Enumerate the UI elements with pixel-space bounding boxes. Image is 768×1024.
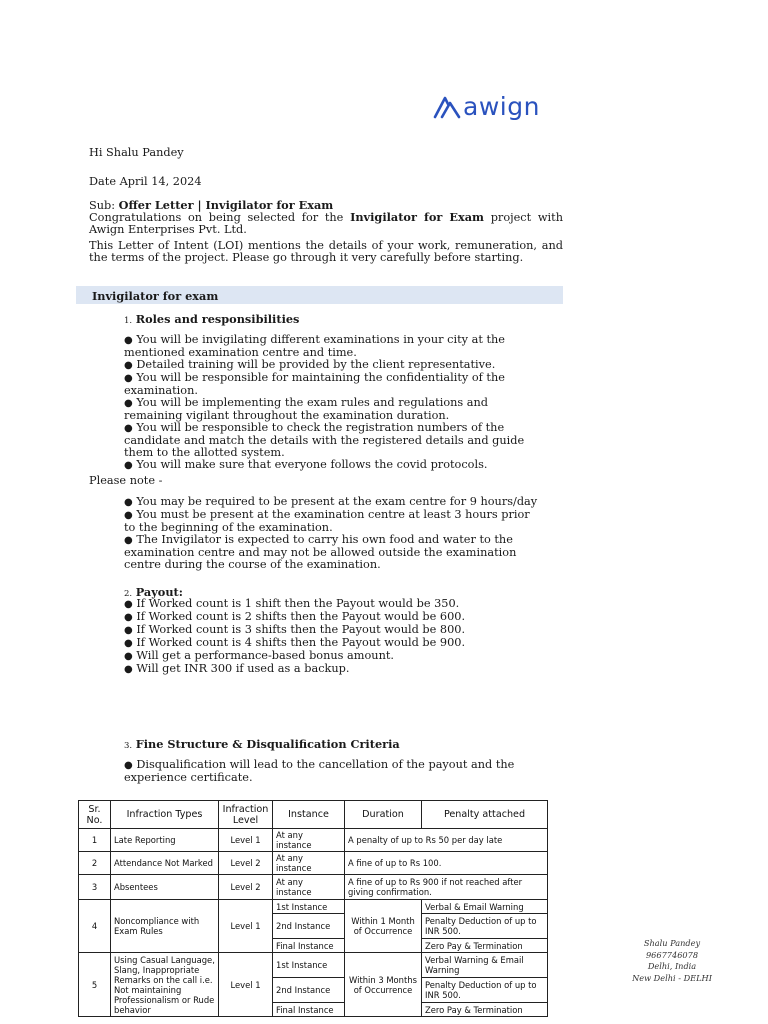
table-row: 2nd Instance Penalty Deduction of up to INR 500.: [79, 914, 548, 939]
list-item: ● You will be responsible for maintaining the confidentiality of the examination.: [124, 371, 505, 397]
roles-list: [124, 334, 544, 472]
table-row: Final Instance Zero Pay & Termination: [79, 939, 548, 953]
list-item: ● If Worked count is 3 shifts then the Payout would be 800.: [124, 623, 466, 636]
table-row: 2nd Instance Penalty Deduction of up to INR 500.: [79, 978, 548, 1003]
fine-title: Fine Structure & Disqualification Criteria: [135, 737, 400, 751]
list-item: ● If Worked count is 1 shift then the Payout would be 350.: [124, 597, 460, 610]
table-row: Final Instance Zero Pay & Termination: [79, 1003, 548, 1017]
list-item: ● You must be present at the examination centre at least 3 hours prior to the beginning of the examination.: [124, 508, 530, 534]
congrats-paragraph: [89, 211, 563, 236]
list-item: ● You will be responsible to check the registration numbers of the candidate and match the details with the registered details and guide them to the allotted system.: [124, 421, 525, 459]
please-note-label: Please note -: [89, 474, 163, 487]
signature-block: [622, 938, 722, 984]
please-note-list: [124, 496, 544, 571]
list-item: ● Detailed training will be provided by the client representative.: [124, 358, 496, 371]
signature-city: New Delhi - DELHI: [632, 972, 712, 983]
table-header: Infraction Types: [111, 801, 219, 829]
list-item: ● You will make sure that everyone follows the covid protocols.: [124, 458, 488, 471]
table-row: 1 Late Reporting Level 1 At any instance A penalty of up to Rs 50 per day late: [79, 829, 548, 852]
payout-title: Payout:: [135, 585, 183, 599]
brand-name: awign: [463, 92, 540, 121]
subject-title: Offer Letter | Invigilator for Exam: [118, 198, 334, 212]
payout-number: 2.: [124, 589, 133, 599]
roles-title: Roles and responsibilities: [135, 312, 300, 326]
roles-heading: [124, 313, 299, 327]
table-header: Sr. No.: [79, 801, 111, 829]
greeting: Hi Shalu Pandey: [89, 146, 184, 159]
fine-heading: [124, 738, 400, 752]
list-item: ● The Invigilator is expected to carry his own food and water to the examination centre and may not be allowed outside the examination centre during the course of the examination.: [124, 533, 517, 571]
table-header: Infraction Level: [219, 801, 273, 829]
table-header: Penalty attached: [422, 801, 548, 829]
table-header-row: [79, 801, 548, 829]
congrats-project: Invigilator for Exam: [350, 210, 484, 224]
list-item: ● If Worked count is 2 shifts then the Payout would be 600.: [124, 610, 466, 623]
fine-table: [78, 800, 548, 1017]
signature-location: Delhi, India: [647, 961, 697, 971]
payout-list: [124, 598, 544, 676]
section-band: [76, 286, 563, 304]
list-item: ● Disqualification will lead to the cancellation of the payout and the experience certificate.: [124, 758, 515, 784]
fine-number: 3.: [124, 741, 133, 751]
table-row: 2 Attendance Not Marked Level 2 At any instance A fine of up to Rs 100.: [79, 852, 548, 875]
list-item: ● You will be implementing the exam rules and regulations and remaining vigilant throughout the examination duration.: [124, 396, 489, 422]
subject-prefix: Sub:: [89, 199, 119, 212]
section-band-title: Invigilator for exam: [92, 289, 219, 303]
signature-name: Shalu Pandey: [643, 938, 701, 948]
roles-number: 1.: [124, 316, 133, 326]
list-item: ● If Worked count is 4 shifts then the Payout would be 900.: [124, 636, 466, 649]
table-header: Instance: [273, 801, 345, 829]
table-header: Duration: [345, 801, 422, 829]
fine-note-list: [124, 759, 524, 784]
loi-paragraph: This Letter of Intent (LOI) mentions the details of your work, remuneration, and the terms of the project. Please go through it very carefully before starting.: [89, 239, 563, 264]
awign-logo-icon: [433, 95, 461, 119]
list-item: ● You may be required to be present at the exam centre for 9 hours/day: [124, 495, 538, 508]
table-row: 5 Using Casual Language, Slang, Inappropriate Remarks on the call i.e. Not maintaining Professionalism or Rude behavior Level 1 1st Instance Within 3 Months of Occurrence Verbal Warning & Email Warning: [79, 953, 548, 978]
table-row: 4 Noncompliance with Exam Rules Level 1 1st Instance Within 1 Month of Occurrence Verbal & Email Warning: [79, 900, 548, 914]
table-row: 3 Absentees Level 2 At any instance A fine of up to Rs 900 if not reached after giving confirmation.: [79, 875, 548, 900]
congrats-post: project with Awign Enterprises Pvt. Ltd.: [89, 211, 563, 236]
list-item: ● You will be invigilating different examinations in your city at the mentioned examination centre and time.: [124, 333, 505, 359]
letter-date: Date April 14, 2024: [89, 175, 202, 188]
awign-logo: [433, 92, 548, 122]
list-item: ● Will get INR 300 if used as a backup.: [124, 662, 350, 675]
list-item: ● Will get a performance-based bonus amount.: [124, 649, 394, 662]
congrats-pre: Congratulations on being selected for the: [89, 211, 351, 224]
signature-phone: 9667746078: [645, 949, 699, 960]
